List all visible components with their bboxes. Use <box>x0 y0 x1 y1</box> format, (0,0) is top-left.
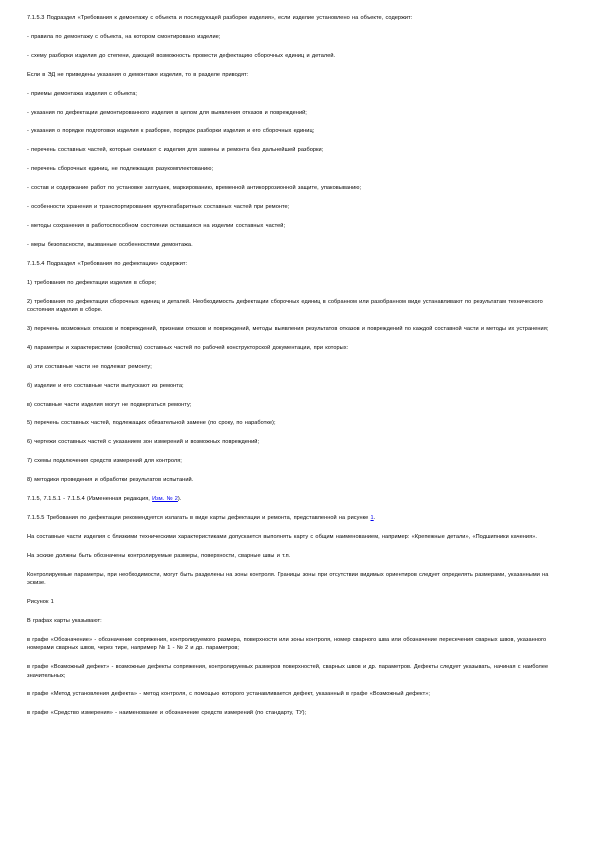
list-item: - приемы демонтажа изделия с объекта; <box>27 90 137 97</box>
list-item: а) эти составные части не подлежат ремонту; <box>27 363 152 370</box>
list-item: - особенности хранения и транспортирования крупногабаритных составных частей при ремонте; <box>27 204 290 211</box>
paragraph: Если в ЭД не приведены указания о демонтаже изделия, то в разделе приводят: <box>27 71 249 78</box>
list-item: 1) требования по дефектации изделия в сборе; <box>27 279 157 286</box>
paragraph: На составные части изделия с близкими техническими характеристиками допускается выполнять карту с общим наименованием, например: «Крепежные детали», «Подшипники качения». <box>27 533 537 540</box>
document-page <box>27 14 567 728</box>
paragraph-text: 7.1.5.5 Требования по дефектации рекомендуется излагать в виде карты дефектации и ремонта, представленной на рисунке <box>27 514 371 521</box>
list-item: 5) перечень составных частей, подлежащих обязательной замене (по сроку, по наработке); <box>27 420 276 427</box>
amendment-text-end: ). <box>177 496 182 503</box>
list-item: - перечень сборочных единиц, не подлежащих разукомплектованию; <box>27 166 214 173</box>
paragraph: в графе «Метод установления дефекта» - метод контроля, с помощью которого устанавливается дефект, указанный в графе «Возможный дефект»; <box>27 691 430 698</box>
list-item: 7) схемы подключения средств измерений для контроля; <box>27 458 182 465</box>
paragraph: На эскизе должны быть обозначены контролируемые размеры, поверхности, сварные швы и т.п. <box>27 552 291 559</box>
list-item: - схему разборки изделия до степени, дающей возможность провести дефектацию сборочных единиц и деталей. <box>27 52 336 59</box>
list-item: б) изделие и его составные части выпускают из ремонта; <box>27 382 184 389</box>
list-item: в) составные части изделия могут не подвергаться ремонту; <box>27 401 192 408</box>
list-item: - перечень составных частей, которые снимают с изделия для замены и ремонта без дальнейшей разборки; <box>27 147 324 154</box>
amendment-note <box>27 495 567 503</box>
paragraph: в графе «Средство измерения» - наименование и обозначение средств измерений (по стандарту, ТУ); <box>27 710 307 717</box>
list-item: - меры безопасности, вызванные особенностями демонтажа. <box>27 241 193 248</box>
paragraph: в графе «Обозначение» - обозначение сопряжения, контролируемого размера, поверхности или зоны контроля, номер сварного шва или обозначение пересечения сварных швов, указанного номерами сварных швов, через тире, например № 1 - № 2 и др. параметров; <box>27 636 547 652</box>
paragraph: в графе «Возможный дефект» - возможные дефекты сопряжения, контролируемых размеров поверхностей, сварных швов и др. параметров. Дефекты следует указывать, начиная с наиболее значительных; <box>27 664 549 679</box>
list-item: 4) параметры и характеристики (свойства) составных частей по рабочей конструкторской документации, при которых: <box>27 344 349 351</box>
list-item: - указания по дефектации демонтированного изделия в целом для выявления отказов и повреждений; <box>27 109 307 116</box>
amendment-link[interactable]: Изм. № 2 <box>152 496 178 503</box>
list-item: 3) перечень возможных отказов и повреждений, признаки отказов и повреждений, методы выявления результатов отказов и повреждений по каждой составной части и методы их устранения; <box>27 325 549 332</box>
paragraph: 7.1.5.3 Подраздел «Требования к демонтажу с объекта и последующей разборке изделия», если изделие установлено на объекте, содержит: <box>27 15 413 21</box>
paragraph: 7.1.5.4 Подраздел «Требования по дефектации» содержит: <box>27 260 188 267</box>
paragraph-text-end: . <box>373 514 376 521</box>
amendment-text: 7.1.5, 7.1.5.1 - 7.1.5.4 (Измененная редакция, <box>27 496 153 503</box>
list-item: - методы сохранения в работоспособном состоянии оставшихся на изделии составных частей; <box>27 222 286 229</box>
list-item: 2) требования по дефектации сборочных единиц и деталей. Необходимость дефектации сборочных единиц в собранном или разобранном виде устанавливают по результатам технического состояния изделия в сборе. <box>27 298 543 313</box>
figure-link[interactable]: 1 <box>370 514 374 521</box>
paragraph <box>27 514 567 522</box>
list-item: 8) методики проведения и обработки результатов испытаний. <box>27 477 194 484</box>
list-item: - указания о порядке подготовки изделия к разборке, порядок разборки изделия и его сборочных единиц; <box>27 128 315 135</box>
list-item: 6) чертежи составных частей с указанием зон измерений и возможных повреждений; <box>27 439 260 446</box>
list-item: - правила по демонтажу с объекта, на котором смонтировано изделие; <box>27 33 221 40</box>
list-item: - состав и содержание работ по установке заглушек, маркированию, временной антикоррозионной защите, упаковыванию; <box>27 185 362 192</box>
figure-caption: Рисунок 1 <box>27 599 54 605</box>
paragraph: В графах карты указывают: <box>27 617 102 624</box>
paragraph: Контролируемые параметры, при необходимости, могут быть разделены на зоны контроля. Границы зоны при отсутствии видимых ориентиров следует определять размерами, указанными на эскизе. <box>27 571 549 587</box>
